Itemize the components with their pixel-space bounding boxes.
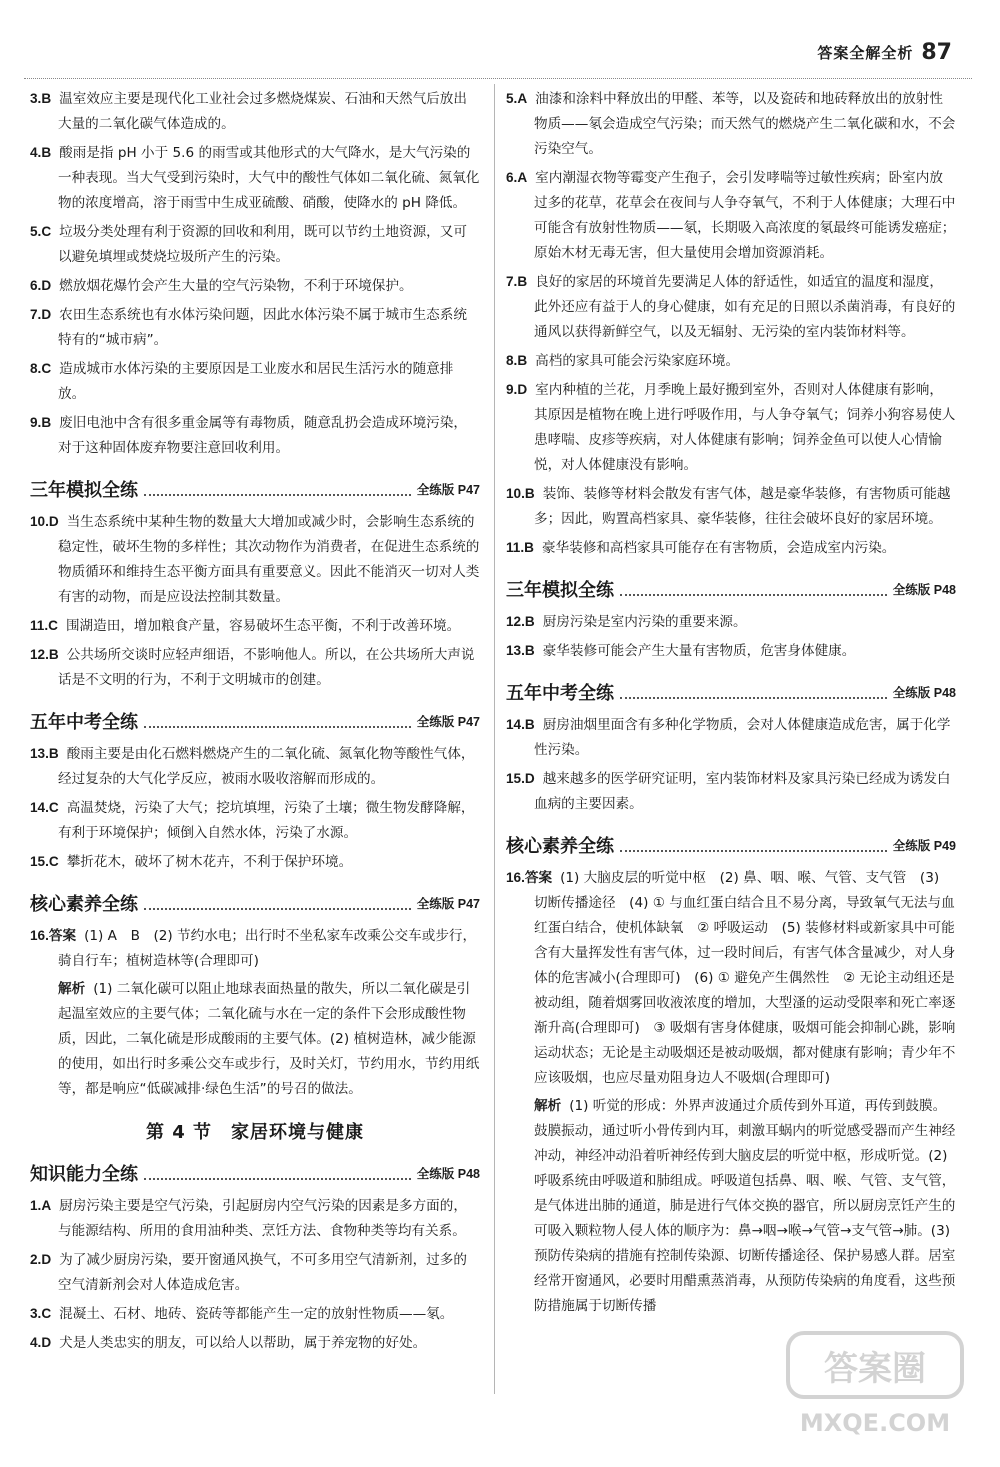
section-page-ref: 全练版 P47: [416, 483, 480, 497]
answer-item: [30, 795, 480, 846]
header-title: 答案全解全析: [817, 44, 914, 62]
answer-number: 6.D: [30, 278, 52, 293]
answer-item: [506, 86, 956, 162]
answer-item: [506, 348, 956, 374]
section-page-ref: 全练版 P48: [416, 1167, 480, 1181]
watermark-logo: [780, 1325, 970, 1445]
answer-number: 9.B: [30, 415, 52, 430]
answer-text: 厨房污染是室内污染的重要来源。: [542, 614, 747, 630]
answer-number: 2.D: [30, 1252, 52, 1267]
answer-text: 为了减少厨房污染，要开窗通风换气，不可多用空气清新剂，过多的空气清新剂会对人体造成危害。: [58, 1252, 467, 1293]
answer-item: [506, 766, 956, 817]
answer-item: [30, 613, 480, 639]
answer-text: 豪华装修和高档家具可能存在有害物质，会造成室内污染。: [541, 540, 896, 556]
answer-item: [506, 638, 956, 664]
section-title: 三年模拟全练: [30, 480, 138, 501]
answer-text: 豪华装修可能会产生大量有害物质，危害身体健康。: [542, 643, 856, 659]
answer-text: 酸雨是指 pH 小于 5.6 的雨雪或其他形式的大气降水，是大气污染的一种表现。当大气受到污染时，大气中的酸性气体如二氧化硫、氮氧化物的浓度增高，溶于雨雪中生成亚硫酸、硝酸，使降水的 pH 降低。: [58, 145, 480, 211]
section-title: 五年中考全练: [30, 712, 138, 733]
section-heading: [30, 705, 480, 735]
answer-text: 越来越多的医学研究证明，室内装饰材料及家具污染已经成为诱发白血病的主要因素。: [534, 771, 951, 812]
explanation-text: (1) 听觉的形成：外界声波通过介质传到外耳道，再传到鼓膜。鼓膜振动，通过听小骨传到内耳，刺激耳蜗内的听觉感受器而产生神经冲动，神经冲动沿着听神经传到大脑皮层的听觉中枢，形成听觉。(2) 呼吸系统由呼吸道和肺组成。呼吸道包括鼻、咽、喉、气管、支气管，是气体进出肺的通道，肺是进行气体交换的器官，所以厨房烹饪产生的可吸入颗粒物人侵人体的顺序为：鼻→咽→喉→气管→支气管→肺。(3) 预防传染病的措施有控制传染源、切断传播途径、保护易感人群。居室经常开窗通风，必要时用醋熏蒸消毒，从预防传染病的角度看，这些预防措施属于切断传播: [534, 1098, 956, 1314]
answer-number: 13.B: [506, 643, 535, 658]
section-title: 核心素养全练: [30, 894, 138, 915]
right-column: [506, 84, 956, 1322]
answer-item: [506, 165, 956, 266]
answer-text: 攀折花木，破坏了树木花卉，不利于保护环境。: [66, 854, 353, 870]
answer-item: [30, 1247, 480, 1298]
answer-number: 8.C: [30, 361, 52, 376]
leader-dots: [144, 726, 411, 728]
answer-item: [506, 481, 956, 532]
answer-number: 3.B: [30, 91, 52, 106]
leader-dots: [620, 697, 887, 699]
leader-dots: [144, 908, 411, 910]
answer-item: [506, 377, 956, 478]
answer-item: [506, 535, 956, 561]
answer-item: [30, 509, 480, 610]
watermark-domain: MXQE.COM: [799, 1409, 951, 1437]
section-page-ref: 全练版 P48: [892, 686, 956, 700]
answer-item: [30, 1330, 480, 1356]
leader-dots: [620, 594, 887, 596]
answer-item: [30, 642, 480, 693]
leader-dots: [144, 1178, 411, 1180]
section-page-ref: 全练版 P47: [416, 897, 480, 911]
section-title: 核心素养全练: [506, 836, 614, 857]
answer-number: 7.B: [506, 274, 528, 289]
answer-number: 6.A: [506, 170, 528, 185]
answer-text: 酸雨主要是由化石燃料燃烧产生的二氧化硫、氮氧化物等酸性气体，经过复杂的大气化学反应，被雨水吸收溶解而形成的。: [58, 746, 475, 787]
answer-text: 当生态系统中某种生物的数量大大增加或减少时，会影响生态系统的稳定性，破坏生物的多样性；其次动物作为消费者，在促进生态系统的物质循环和维持生态平衡方面具有重要意义。因此不能消灭一切对人类有害的动物，而是应设法控制其数量。: [58, 514, 480, 605]
answer-item: [30, 219, 480, 270]
answer-number: 8.B: [506, 353, 528, 368]
answer-text: 室内潮湿衣物等霉变产生孢子，会引发哮喘等过敏性疾病；卧室内放过多的花草，花草会在夜间与人争夺氧气，不利于人体健康；大理石中可能含有放射性物质——氡，长期吸入高浓度的氡最终可能诱发癌症；原始木材无毒无害，但大量使用会增加资源消耗。: [534, 170, 956, 261]
answer-text: 厨房油烟里面含有多种化学物质，会对人体健康造成危害，属于化学性污染。: [534, 717, 951, 758]
answer-number: 10.D: [30, 514, 59, 529]
answer-number: 1.A: [30, 1198, 52, 1213]
answer-list: [30, 86, 480, 461]
answer-text: 室内种植的兰花，月季晚上最好搬到室外，否则对人体健康有影响，其原因是植物在晚上进行呼吸作用，与人争夺氧气；饲养小狗容易使人患哮喘、皮疹等疾病，对人体健康有影响；饲养金鱼可以使人心情愉悦，对人体健康没有影响。: [534, 382, 956, 473]
answer-text: 农田生态系统也有水体污染问题，因此水体污染不属于城市生态系统特有的“城市病”。: [58, 307, 467, 348]
answer-text: (1) A B (2) 节约水电；出行时不坐私家车改乘公交车或步行，骑自行车；植树造林等(合理即可): [58, 928, 477, 969]
answer-text: 造成城市水体污染的主要原因是工业废水和居民生活污水的随意排放。: [58, 361, 454, 402]
page-header: [817, 40, 952, 65]
section-heading: [506, 829, 956, 859]
explanation-label: 解析: [58, 981, 86, 997]
answer-text: 垃圾分类处理有利于资源的回收和利用，既可以节约土地资源，又可以避免填埋或焚烧垃圾所产生的污染。: [58, 224, 467, 265]
answer-number: 16.答案: [506, 870, 553, 885]
answer-text: 装饰、装修等材料会散发有害气体，越是豪华装修，有害物质可能越多；因此，购置高档家具、豪华装修，往往会破坏良好的家居环境。: [534, 486, 951, 527]
answer-text: 围湖造田，增加粮食产量，容易破坏生态平衡，不利于改善环境。: [65, 618, 461, 634]
answer-number: 16.答案: [30, 928, 77, 943]
answer-number: 15.C: [30, 854, 59, 869]
answer-number: 12.B: [506, 614, 535, 629]
section-page-ref: 全练版 P49: [892, 839, 956, 853]
answer-number: 14.B: [506, 717, 535, 732]
answer-item: [30, 741, 480, 792]
answer-number: 15.D: [506, 771, 535, 786]
answer-item: [506, 269, 956, 345]
explanation: [506, 1094, 956, 1319]
answer-item: [30, 410, 480, 461]
section-page-ref: 全练版 P48: [892, 583, 956, 597]
explanation-text: (1) 二氧化碳可以阻止地球表面热量的散失，所以二氧化碳是引起温室效应的主要气体；二氧化硫与水在一定的条件下会形成酸性物质，因此，二氧化硫是形成酸雨的主要气体。(2) 植树造林，减少能源的使用，如出行时多乘公交车或步行，及时关灯，节约用水，节约用纸等，都是响应“低碳减排·绿色生活”的号召的做法。: [58, 981, 480, 1097]
section-heading: [30, 887, 480, 917]
answer-text: 公共场所交谈时应轻声细语，不影响他人。所以，在公共场所大声说话是不文明的行为，不利于文明城市的创建。: [58, 647, 475, 688]
watermark-brand: 答案圈: [824, 1349, 926, 1389]
answer-text: 油漆和涂料中释放出的甲醛、苯等，以及瓷砖和地砖释放出的放射性物质——氡会造成空气污染；而天然气的燃烧产生二氧化碳和水，不会污染空气。: [534, 91, 956, 157]
answer-number: 13.B: [30, 746, 59, 761]
answer-item: [506, 712, 956, 763]
section-heading: [506, 573, 956, 603]
answer-item: [30, 302, 480, 353]
answer-number: 5.C: [30, 224, 52, 239]
explanation: [30, 977, 480, 1102]
answer-item: [30, 849, 480, 875]
answer-item: [506, 865, 956, 1091]
answer-number: 14.C: [30, 800, 59, 815]
answer-item: [30, 1301, 480, 1327]
answer-text: 高档的家具可能会污染家庭环境。: [535, 353, 740, 369]
answer-text: 混凝土、石材、地砖、瓷砖等都能产生一定的放射性物质——氡。: [59, 1306, 454, 1322]
header-rule: [24, 78, 972, 79]
answer-item: [30, 140, 480, 216]
explanation-label: 解析: [534, 1098, 562, 1114]
answer-number: 7.D: [30, 307, 52, 322]
leader-dots: [144, 494, 411, 496]
answer-number: 3.C: [30, 1306, 52, 1321]
answer-number: 11.C: [30, 618, 58, 633]
answer-number: 11.B: [506, 540, 534, 555]
leader-dots: [620, 850, 887, 852]
section-heading: [30, 473, 480, 503]
answer-text: 废旧电池中含有很多重金属等有毒物质，随意乱扔会造成环境污染，对于这种固体废弃物要注意回收利用。: [58, 415, 467, 456]
answer-item: [30, 923, 480, 974]
left-column: [30, 84, 480, 1359]
answer-number: 10.B: [506, 486, 535, 501]
answer-item: [506, 609, 956, 635]
answer-number: 12.B: [30, 647, 59, 662]
section-heading: [30, 1157, 480, 1187]
answer-item: [30, 273, 480, 299]
answer-item: [30, 356, 480, 407]
answer-text: 高温焚烧，污染了大气；挖坑填埋，污染了土壤；微生物发酵降解，有利于环境保护；倾倒入自然水体，污染了水源。: [58, 800, 475, 841]
chapter-title: 第 4 节 家居环境与健康: [145, 1122, 365, 1143]
answer-number: 9.D: [506, 382, 528, 397]
answer-text: 燃放烟花爆竹会产生大量的空气污染物，不利于环境保护。: [59, 278, 413, 294]
answer-number: 5.A: [506, 91, 528, 106]
page-number: 87: [921, 40, 952, 65]
section-page-ref: 全练版 P47: [416, 715, 480, 729]
section-title: 五年中考全练: [506, 683, 614, 704]
answer-text: 温室效应主要是现代化工业社会过多燃烧煤炭、石油和天然气后放出大量的二氧化碳气体造成的。: [58, 91, 467, 132]
answer-item: [30, 86, 480, 137]
answer-item: [30, 1193, 480, 1244]
answer-text: 厨房污染主要是空气污染，引起厨房内空气污染的因素是多方面的，与能源结构、所用的食用油种类、烹饪方法、食物种类等均有关系。: [58, 1198, 467, 1239]
answer-number: 4.B: [30, 145, 52, 160]
section-heading: [506, 676, 956, 706]
answer-text: (1) 大脑皮层的听觉中枢 (2) 鼻、咽、喉、气管、支气管 (3) 切断传播途径 (4) ① 与血红蛋白结合且不易分离，导致氧气无法与血红蛋白结合，使机体缺氧 ② 呼吸运动 (5) 装修材料或新家具中可能含有大量挥发性有害气体，过一段时间后，有害气体含量减少，对人身体的危害减小(合理即可) (6) ① 避免产生偶然性 ② 无论主动组还是被动组，随着烟雾回收液浓度的增加，大型溞的运动受限率和死亡率逐渐升高(合理即可) ③ 吸烟有害身体健康，吸烟可能会抑制心跳，影响运动状态；无论是主动吸烟还是被动吸烟，都对健康有影响；青少年不应该吸烟，也应尽量劝阻身边人不吸烟(合理即可): [534, 870, 956, 1086]
section-title: 知识能力全练: [30, 1164, 138, 1185]
answer-number: 4.D: [30, 1335, 52, 1350]
column-divider: [494, 84, 495, 1394]
answer-text: 犬是人类忠实的朋友，可以给人以帮助，属于养宠物的好处。: [59, 1335, 427, 1351]
section-title: 三年模拟全练: [506, 580, 614, 601]
answer-text: 良好的家居的环境首先要满足人体的舒适性，如适宜的温度和湿度，此外还应有益于人的身心健康，如有充足的日照以杀菌消毒，有良好的通风以获得新鲜空气，以及无辐射、无污染的室内装饰材料等。: [534, 274, 956, 340]
